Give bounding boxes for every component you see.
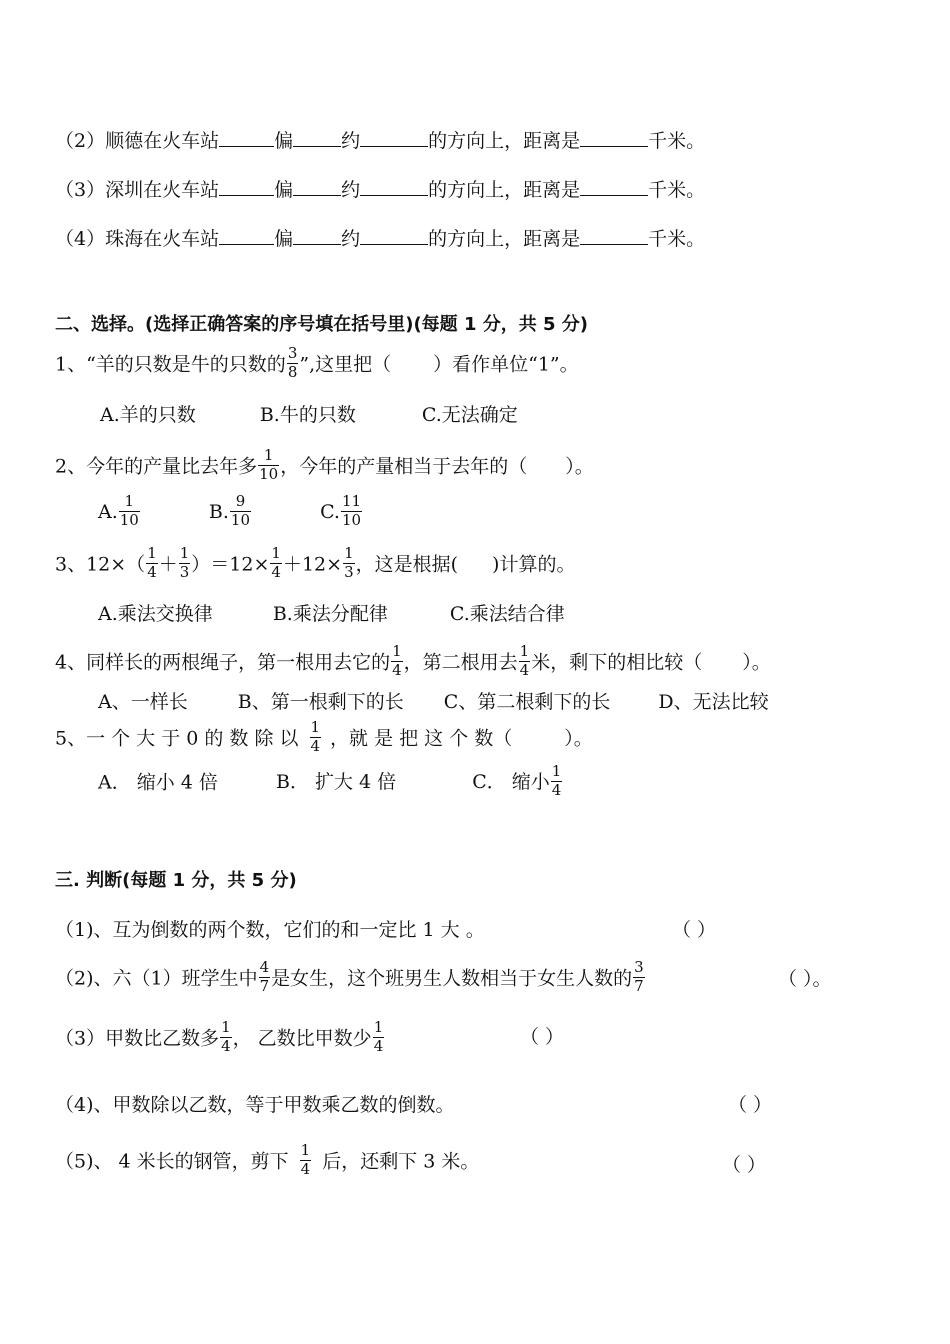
options-row: [98, 693, 769, 712]
question-row: （5)、 4 米长的钢管，剪下 $\frac{1}{4}$ 后，还剩下 3 米。: [55, 1141, 480, 1178]
answer-blank[interactable]: [360, 228, 428, 245]
question-row: （2）顺德在火车站 偏 约 的方向上，距离是 千米。: [55, 130, 706, 152]
option-c[interactable]: C.乘法结合律: [449, 603, 565, 625]
answer-blank[interactable]: [293, 228, 341, 245]
answer-blank[interactable]: [293, 130, 341, 147]
question-row: （1)、互为倒数的两个数，它们的和一定比 1 大 。: [55, 919, 485, 941]
answer-blank[interactable]: [360, 179, 428, 196]
question-row: （2)、六（1）班学生中 $\frac{4}{7}$ 是女生，这个班男生人数相当于女生人数的 $\frac{3}{7}$: [55, 958, 644, 995]
answer-blank[interactable]: [580, 179, 648, 196]
fraction: $\frac{4}{7}$: [259, 958, 270, 995]
fraction: $\frac{1}{4}$: [392, 642, 402, 679]
question-row: （3）深圳在火车站 偏 约 的方向上，距离是 千米。: [55, 179, 706, 201]
question-row: （4）珠海在火车站 偏 约 的方向上，距离是 千米。: [55, 228, 706, 250]
question-row: 3、12×（ $\frac{1}{4}$ ＋ $\frac{1}{3}$ ）＝12× $\frac{1}{4}$ ＋12× $\frac{1}{3}$ ，这是根据( )计算的。: [55, 544, 576, 581]
fraction: $\frac{1}{4}$: [271, 544, 281, 581]
option-c[interactable]: C.无法确定: [421, 404, 518, 426]
fraction: $\frac{1}{4}$: [310, 718, 321, 755]
fraction: $\frac{1}{4}$: [221, 1018, 231, 1055]
answer-paren[interactable]: （ ）: [728, 1094, 773, 1116]
option-b[interactable]: B． 扩大 4 倍: [275, 771, 397, 794]
fraction: $\frac{11}{10}$: [341, 492, 362, 529]
option-a[interactable]: A、一样长: [98, 691, 188, 713]
fraction: $\frac{1}{4}$: [373, 1018, 384, 1055]
answer-blank[interactable]: [580, 130, 648, 147]
fraction: $\frac{1}{10}$: [119, 492, 139, 529]
fraction: $\frac{1}{4}$: [519, 642, 530, 679]
options-row: [98, 762, 563, 801]
options-row: [98, 605, 565, 624]
fraction: $\frac{1}{4}$: [551, 762, 562, 799]
option-b[interactable]: B、第一根剩下的长: [237, 691, 404, 713]
answer-blank[interactable]: [293, 179, 341, 196]
fraction: $\frac{1}{3}$: [344, 544, 354, 581]
option-a[interactable]: A． 缩小 4 倍: [98, 771, 218, 794]
question-row: 1、“羊的只数是牛的只数的 $\frac{3}{8}$ ”,这里把（ ）看作单位“1”。: [55, 344, 579, 381]
options-row: [98, 492, 363, 531]
option-a[interactable]: A. $\frac{1}{10}$: [98, 492, 139, 529]
option-c[interactable]: C. $\frac{11}{10}$: [320, 492, 362, 529]
option-c[interactable]: C、第二根剩下的长: [443, 691, 611, 713]
answer-paren[interactable]: （ ）: [722, 1154, 767, 1176]
question-row: （3）甲数比乙数多 $\frac{1}{4}$ ， 乙数比甲数少 $\frac{1}{4}$: [55, 1018, 384, 1055]
option-a[interactable]: A.乘法交换律: [98, 603, 213, 625]
answer-blank[interactable]: [360, 130, 428, 147]
options-row: [100, 406, 518, 425]
answer-paren[interactable]: （ ）: [672, 919, 717, 941]
answer-blank[interactable]: [219, 130, 274, 147]
option-b[interactable]: B.牛的只数: [259, 404, 356, 426]
question-row: （4)、甲数除以乙数，等于甲数乘乙数的倒数。: [55, 1094, 455, 1116]
fraction: $\frac{1}{10}$: [259, 446, 279, 483]
option-a[interactable]: A.羊的只数: [100, 404, 196, 426]
fraction: $\frac{3}{7}$: [634, 958, 644, 995]
fraction: $\frac{1}{4}$: [300, 1141, 311, 1178]
fraction: $\frac{1}{4}$: [147, 544, 157, 581]
fraction: $\frac{1}{3}$: [179, 544, 190, 581]
answer-blank[interactable]: [219, 228, 274, 245]
question-row: 5、一 个 大 于 0 的 数 除 以 $\frac{1}{4}$ ，就 是 把 这 个 数（ ）。: [55, 718, 593, 755]
option-b[interactable]: B. $\frac{9}{10}$: [208, 492, 251, 529]
fraction: $\frac{9}{10}$: [230, 492, 251, 529]
option-d[interactable]: D、无法比较: [658, 691, 769, 713]
question-row: 4、同样长的两根绳子，第一根用去它的 $\frac{1}{4}$ ，第二根用去 $\frac{1}{4}$ 米，剩下的相比较（ ）。: [55, 642, 771, 679]
answer-blank[interactable]: [219, 179, 274, 196]
answer-paren[interactable]: （ ）。: [778, 968, 832, 990]
section-heading: 二、选择。(选择正确答案的序号填在括号里)(每题 1 分，共 5 分): [55, 314, 589, 335]
question-row: 2、今年的产量比去年多 $\frac{1}{10}$ ，今年的产量相当于去年的（ ）。: [55, 446, 594, 483]
option-c[interactable]: C． 缩小 $\frac{1}{4}$: [472, 762, 562, 799]
answer-paren[interactable]: （ ）: [520, 1026, 565, 1048]
section-heading: 三. 判断(每题 1 分，共 5 分): [55, 870, 297, 891]
fraction: $\frac{3}{8}$: [287, 344, 298, 381]
option-b[interactable]: B.乘法分配律: [272, 603, 388, 625]
answer-blank[interactable]: [580, 228, 648, 245]
